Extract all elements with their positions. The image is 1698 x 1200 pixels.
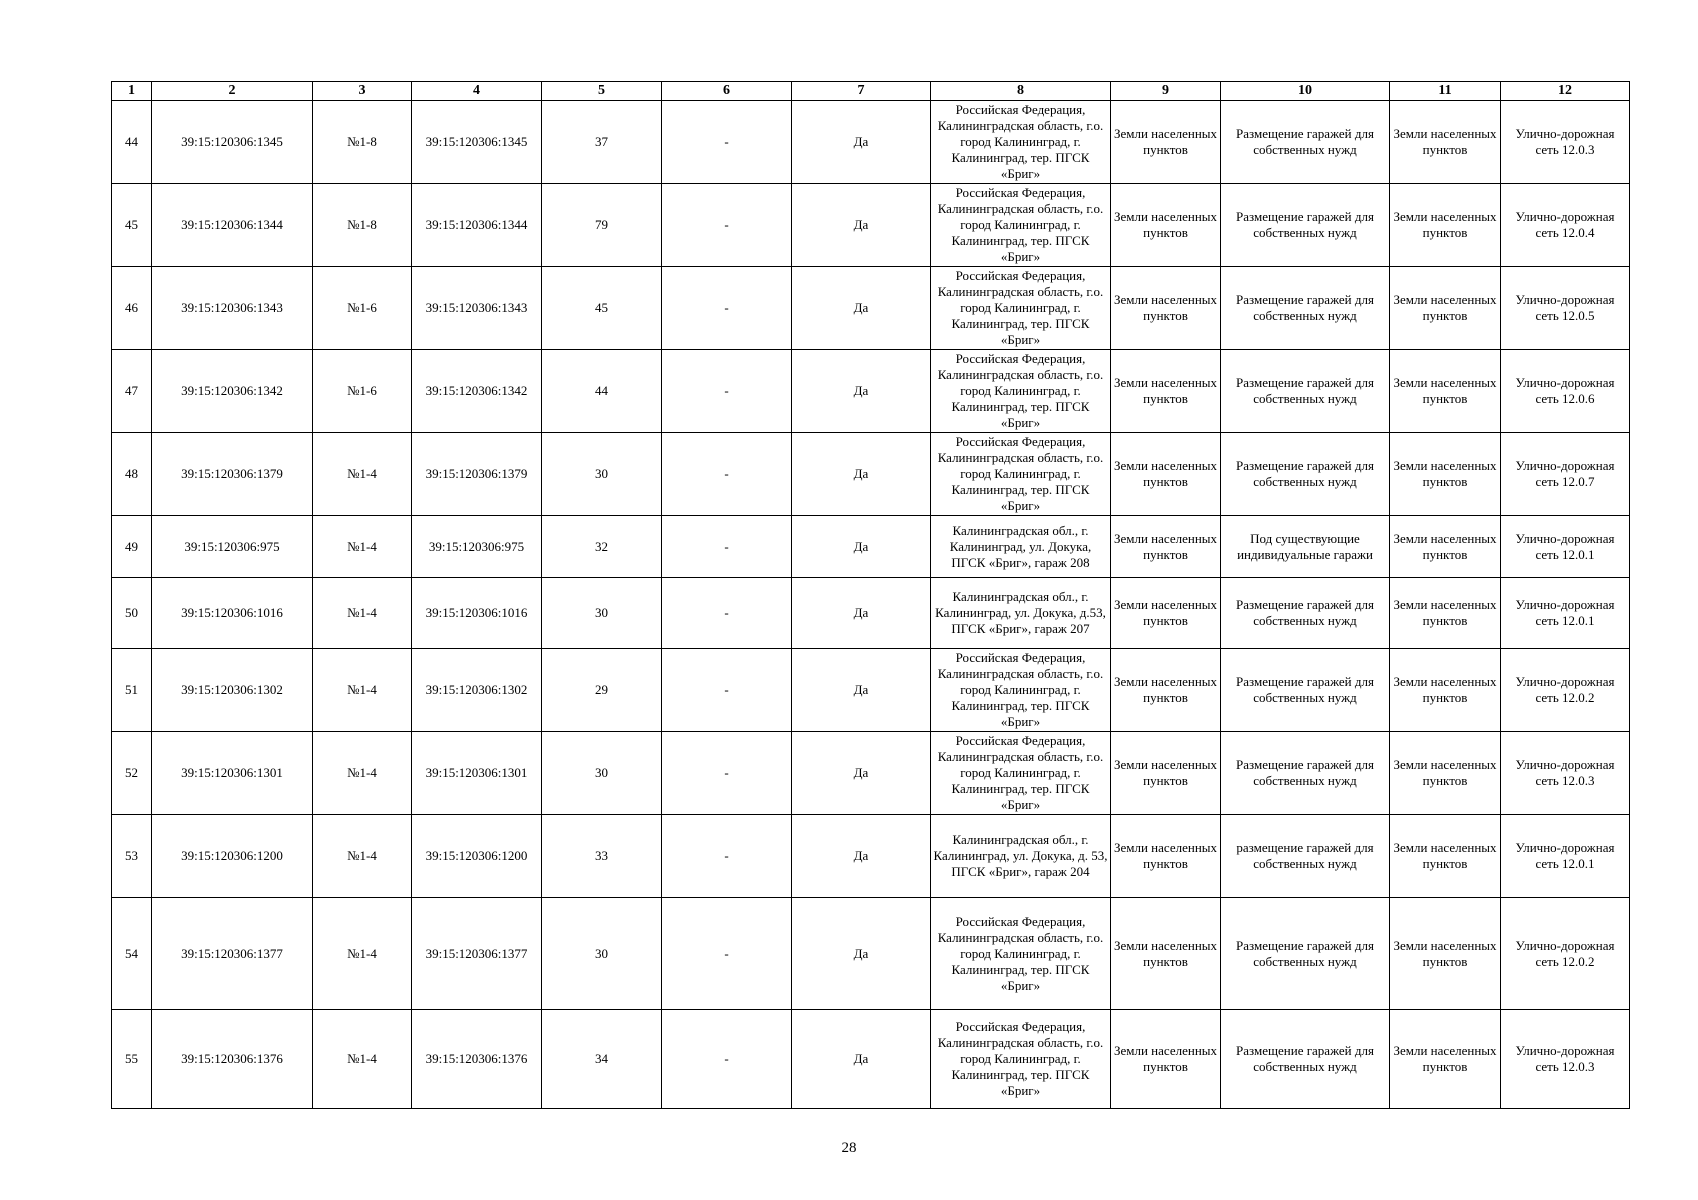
table-cell: Размещение гаражей для собственных нужд: [1221, 184, 1390, 267]
table-cell: Под существующие индивидуальные гаражи: [1221, 516, 1390, 578]
table-cell: 39:15:120306:1016: [412, 578, 542, 649]
table-row: [112, 815, 1630, 898]
table-cell: №1-4: [313, 516, 412, 578]
table-cell: Улично-дорожная сеть 12.0.3: [1501, 732, 1630, 815]
table-cell: Российская Федерация, Калининградская область, г.о. город Калининград, г. Калининград, тер. ПГСК «Бриг»: [931, 649, 1111, 732]
table-cell: Земли населенных пунктов: [1390, 350, 1501, 433]
table-cell: Размещение гаражей для собственных нужд: [1221, 433, 1390, 516]
table-cell: Да: [792, 350, 931, 433]
table-cell: Земли населенных пунктов: [1111, 184, 1221, 267]
land-plots-table: [111, 81, 1630, 1109]
table-cell: Улично-дорожная сеть 12.0.7: [1501, 433, 1630, 516]
table-cell: Земли населенных пунктов: [1390, 898, 1501, 1010]
table-cell: -: [662, 649, 792, 732]
column-header: 5: [542, 82, 662, 101]
table-cell: 39:15:120306:1344: [152, 184, 313, 267]
table-cell: -: [662, 578, 792, 649]
table-cell: 33: [542, 815, 662, 898]
table-row: [112, 184, 1630, 267]
table-cell: Улично-дорожная сеть 12.0.6: [1501, 350, 1630, 433]
table-row: [112, 578, 1630, 649]
table-cell: 44: [542, 350, 662, 433]
table-cell: Калининградская обл., г. Калининград, ул. Докука, д. 53, ПГСК «Бриг», гараж 204: [931, 815, 1111, 898]
table-cell: №1-8: [313, 184, 412, 267]
table-cell: №1-4: [313, 898, 412, 1010]
table-cell: Российская Федерация, Калининградская область, г.о. город Калининград, г. Калининград, тер. ПГСК «Бриг»: [931, 184, 1111, 267]
table-cell: 46: [112, 267, 152, 350]
table-cell: 39:15:120306:1379: [152, 433, 313, 516]
table-cell: Размещение гаражей для собственных нужд: [1221, 898, 1390, 1010]
table-cell: 54: [112, 898, 152, 1010]
column-header: 10: [1221, 82, 1390, 101]
table-cell: -: [662, 516, 792, 578]
table-cell: Земли населенных пунктов: [1111, 267, 1221, 350]
table-cell: Да: [792, 267, 931, 350]
table-cell: 39:15:120306:1376: [152, 1010, 313, 1109]
table-cell: Земли населенных пунктов: [1111, 732, 1221, 815]
table-cell: Да: [792, 649, 931, 732]
table-cell: 45: [542, 267, 662, 350]
table-cell: Улично-дорожная сеть 12.0.1: [1501, 578, 1630, 649]
table-row: [112, 350, 1630, 433]
table-cell: размещение гаражей для собственных нужд: [1221, 815, 1390, 898]
table-cell: Размещение гаражей для собственных нужд: [1221, 1010, 1390, 1109]
table-cell: 37: [542, 101, 662, 184]
column-header: 9: [1111, 82, 1221, 101]
table-cell: 39:15:120306:1379: [412, 433, 542, 516]
table-cell: Земли населенных пунктов: [1390, 815, 1501, 898]
column-header: 1: [112, 82, 152, 101]
table-cell: Улично-дорожная сеть 12.0.2: [1501, 898, 1630, 1010]
table-cell: №1-8: [313, 101, 412, 184]
table-cell: Российская Федерация, Калининградская область, г.о. город Калининград, г. Калининград, тер. ПГСК «Бриг»: [931, 267, 1111, 350]
table-cell: 30: [542, 898, 662, 1010]
table-header-row: [112, 82, 1630, 101]
table-cell: Земли населенных пунктов: [1111, 350, 1221, 433]
table-cell: 30: [542, 578, 662, 649]
table-cell: Улично-дорожная сеть 12.0.3: [1501, 1010, 1630, 1109]
table-cell: Земли населенных пунктов: [1390, 578, 1501, 649]
table-cell: 39:15:120306:1345: [412, 101, 542, 184]
table-cell: Калининградская обл., г. Калининград, ул. Докука, д.53, ПГСК «Бриг», гараж 207: [931, 578, 1111, 649]
table-cell: -: [662, 1010, 792, 1109]
table-cell: 30: [542, 732, 662, 815]
table-cell: 39:15:120306:975: [412, 516, 542, 578]
table-cell: 44: [112, 101, 152, 184]
table-cell: Земли населенных пунктов: [1390, 516, 1501, 578]
table-cell: №1-6: [313, 267, 412, 350]
table-cell: Улично-дорожная сеть 12.0.3: [1501, 101, 1630, 184]
table-cell: №1-4: [313, 732, 412, 815]
table-row: [112, 101, 1630, 184]
table-cell: Земли населенных пунктов: [1390, 732, 1501, 815]
table-cell: Земли населенных пунктов: [1111, 649, 1221, 732]
table-cell: 39:15:120306:1016: [152, 578, 313, 649]
table-cell: Размещение гаражей для собственных нужд: [1221, 649, 1390, 732]
column-header: 7: [792, 82, 931, 101]
table-cell: 39:15:120306:1376: [412, 1010, 542, 1109]
table-cell: 52: [112, 732, 152, 815]
table-cell: 39:15:120306:1345: [152, 101, 313, 184]
table-cell: №1-4: [313, 578, 412, 649]
table-cell: Да: [792, 898, 931, 1010]
table-cell: Российская Федерация, Калининградская область, г.о. город Калининград, г. Калининград, тер. ПГСК «Бриг»: [931, 433, 1111, 516]
table-cell: 39:15:120306:1342: [152, 350, 313, 433]
column-header: 3: [313, 82, 412, 101]
table-row: [112, 433, 1630, 516]
table-cell: Да: [792, 578, 931, 649]
table-cell: Земли населенных пунктов: [1111, 898, 1221, 1010]
table-cell: -: [662, 267, 792, 350]
table-cell: Земли населенных пунктов: [1111, 433, 1221, 516]
table-cell: 30: [542, 433, 662, 516]
table-cell: Да: [792, 815, 931, 898]
table-cell: 50: [112, 578, 152, 649]
table-cell: Земли населенных пунктов: [1111, 101, 1221, 184]
table-cell: 39:15:120306:1377: [152, 898, 313, 1010]
column-header: 11: [1390, 82, 1501, 101]
table-cell: Размещение гаражей для собственных нужд: [1221, 350, 1390, 433]
table-row: [112, 732, 1630, 815]
table-cell: Да: [792, 101, 931, 184]
column-header: 6: [662, 82, 792, 101]
table-cell: Размещение гаражей для собственных нужд: [1221, 578, 1390, 649]
table-cell: Улично-дорожная сеть 12.0.5: [1501, 267, 1630, 350]
table-cell: Улично-дорожная сеть 12.0.1: [1501, 516, 1630, 578]
table-cell: 39:15:120306:1200: [412, 815, 542, 898]
table-cell: Да: [792, 732, 931, 815]
table-cell: -: [662, 184, 792, 267]
table-cell: Земли населенных пунктов: [1390, 267, 1501, 350]
table-cell: Да: [792, 433, 931, 516]
table-cell: 39:15:120306:1200: [152, 815, 313, 898]
table-cell: Да: [792, 184, 931, 267]
page-number: 28: [841, 1140, 857, 1156]
table-cell: Российская Федерация, Калининградская область, г.о. город Калининград, г. Калининград, тер. ПГСК «Бриг»: [931, 898, 1111, 1010]
table-cell: Размещение гаражей для собственных нужд: [1221, 732, 1390, 815]
table-cell: 47: [112, 350, 152, 433]
table-cell: Да: [792, 516, 931, 578]
table-cell: №1-4: [313, 1010, 412, 1109]
table-cell: 32: [542, 516, 662, 578]
table-cell: 39:15:120306:1301: [152, 732, 313, 815]
table-row: [112, 516, 1630, 578]
column-header: 2: [152, 82, 313, 101]
table-cell: Земли населенных пунктов: [1111, 578, 1221, 649]
table-cell: Улично-дорожная сеть 12.0.4: [1501, 184, 1630, 267]
table-cell: 48: [112, 433, 152, 516]
table-cell: Земли населенных пунктов: [1111, 1010, 1221, 1109]
table-cell: Земли населенных пунктов: [1111, 815, 1221, 898]
table-cell: Улично-дорожная сеть 12.0.1: [1501, 815, 1630, 898]
table-cell: -: [662, 732, 792, 815]
table-body: [112, 101, 1630, 1109]
table-cell: Улично-дорожная сеть 12.0.2: [1501, 649, 1630, 732]
column-header: 12: [1501, 82, 1630, 101]
table-cell: 39:15:120306:1343: [152, 267, 313, 350]
table-cell: Российская Федерация, Калининградская область, г.о. город Калининград, г. Калининград, тер. ПГСК «Бриг»: [931, 1010, 1111, 1109]
table-cell: 39:15:120306:975: [152, 516, 313, 578]
table-cell: Российская Федерация, Калининградская область, г.о. город Калининград, г. Калининград, тер. ПГСК «Бриг»: [931, 101, 1111, 184]
table-cell: Размещение гаражей для собственных нужд: [1221, 267, 1390, 350]
table-cell: 39:15:120306:1343: [412, 267, 542, 350]
table-cell: Российская Федерация, Калининградская область, г.о. город Калининград, г. Калининград, тер. ПГСК «Бриг»: [931, 350, 1111, 433]
table-cell: 79: [542, 184, 662, 267]
table-cell: 55: [112, 1010, 152, 1109]
table-cell: 49: [112, 516, 152, 578]
table-cell: -: [662, 898, 792, 1010]
table-row: [112, 1010, 1630, 1109]
table-cell: 29: [542, 649, 662, 732]
table-row: [112, 267, 1630, 350]
table-cell: -: [662, 433, 792, 516]
table-cell: Земли населенных пунктов: [1111, 516, 1221, 578]
table-cell: Земли населенных пунктов: [1390, 184, 1501, 267]
table-cell: 39:15:120306:1344: [412, 184, 542, 267]
table-cell: Размещение гаражей для собственных нужд: [1221, 101, 1390, 184]
table-cell: Калининградская обл., г. Калининград, ул. Докука, ПГСК «Бриг», гараж 208: [931, 516, 1111, 578]
table-cell: 39:15:120306:1302: [412, 649, 542, 732]
table-cell: 34: [542, 1010, 662, 1109]
table-cell: №1-4: [313, 649, 412, 732]
table-cell: Земли населенных пунктов: [1390, 649, 1501, 732]
table-cell: Да: [792, 1010, 931, 1109]
table-cell: Земли населенных пунктов: [1390, 101, 1501, 184]
table-cell: 39:15:120306:1377: [412, 898, 542, 1010]
table-cell: №1-6: [313, 350, 412, 433]
table-cell: 39:15:120306:1301: [412, 732, 542, 815]
table-cell: -: [662, 815, 792, 898]
table-cell: Российская Федерация, Калининградская область, г.о. город Калининград, г. Калининград, тер. ПГСК «Бриг»: [931, 732, 1111, 815]
column-header: 4: [412, 82, 542, 101]
column-header: 8: [931, 82, 1111, 101]
table-cell: №1-4: [313, 433, 412, 516]
table-cell: -: [662, 101, 792, 184]
table-cell: 45: [112, 184, 152, 267]
table-row: [112, 898, 1630, 1010]
table-cell: Земли населенных пунктов: [1390, 1010, 1501, 1109]
table-cell: 53: [112, 815, 152, 898]
table-cell: 39:15:120306:1342: [412, 350, 542, 433]
table-cell: Земли населенных пунктов: [1390, 433, 1501, 516]
table-cell: №1-4: [313, 815, 412, 898]
table-cell: -: [662, 350, 792, 433]
table-cell: 51: [112, 649, 152, 732]
table-cell: 39:15:120306:1302: [152, 649, 313, 732]
table-row: [112, 649, 1630, 732]
